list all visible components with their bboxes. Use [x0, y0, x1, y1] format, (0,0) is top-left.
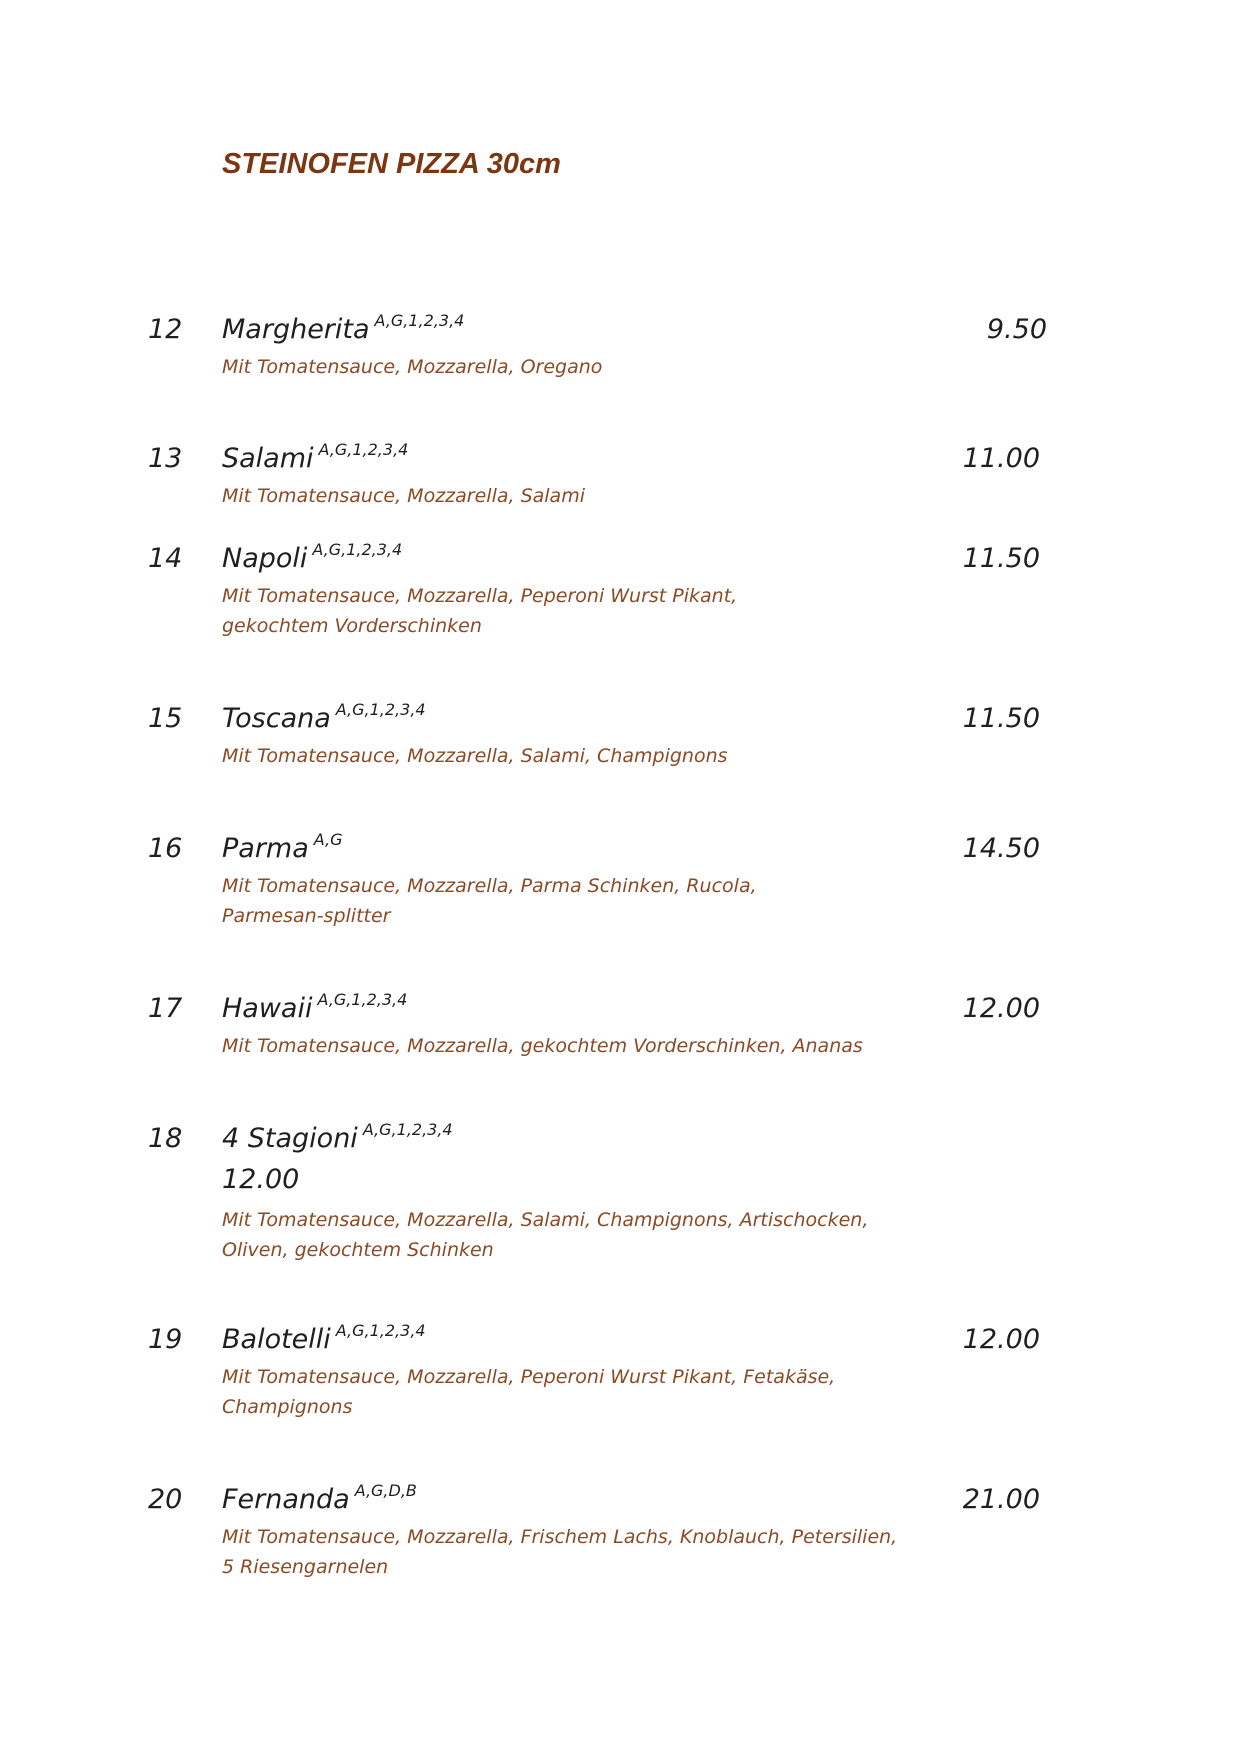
item-name: Toscana — [222, 703, 331, 734]
item-allergens: A,G,1,2,3,4 — [335, 700, 426, 719]
item-number: 19 — [148, 1324, 183, 1355]
description-line: Mit Tomatensauce, Mozzarella, Salami, Champignons, Artischocken, — [222, 1209, 869, 1231]
item-name-line — [222, 440, 409, 474]
item-price: 21.00 — [962, 1484, 1040, 1515]
item-name-line — [222, 311, 465, 345]
description-line: Mit Tomatensauce, Mozzarella, gekochtem Vorderschinken, Ananas — [222, 1035, 863, 1057]
description-line: Mit Tomatensauce, Mozzarella, Frischem Lachs, Knoblauch, Petersilien, — [222, 1526, 898, 1548]
description-line: Mit Tomatensauce, Mozzarella, Oregano — [222, 356, 603, 378]
item-price: 12.00 — [962, 993, 1040, 1024]
item-price: 12.00 — [962, 1324, 1040, 1355]
item-number: 18 — [148, 1123, 183, 1154]
item-description — [222, 1362, 835, 1422]
description-line: Champignons — [222, 1396, 353, 1418]
item-price: 12.00 — [222, 1164, 300, 1195]
item-allergens: A,G — [313, 830, 343, 849]
item-name-line — [222, 1481, 417, 1515]
description-line: Oliven, gekochtem Schinken — [222, 1239, 494, 1261]
item-allergens: A,G,1,2,3,4 — [362, 1120, 453, 1139]
item-allergens: A,G,1,2,3,4 — [312, 540, 403, 559]
item-name-line — [222, 830, 343, 864]
item-number: 20 — [148, 1484, 183, 1515]
item-description — [222, 581, 737, 641]
item-number: 16 — [148, 833, 183, 864]
item-name: Hawaii — [222, 993, 313, 1024]
item-name: Parma — [222, 833, 309, 864]
item-price: 14.50 — [962, 833, 1040, 864]
item-description — [222, 352, 602, 382]
description-line: Parmesan-splitter — [222, 905, 391, 927]
description-line: Mit Tomatensauce, Mozzarella, Salami, Champignons — [222, 745, 728, 767]
item-number: 12 — [148, 314, 183, 345]
item-description — [222, 871, 757, 931]
item-price: 9.50 — [986, 314, 1047, 345]
item-allergens: A,G,1,2,3,4 — [335, 1321, 426, 1340]
item-description — [222, 741, 728, 771]
description-line: gekochtem Vorderschinken — [222, 615, 482, 637]
item-name: Balotelli — [222, 1324, 331, 1355]
item-name-line — [222, 1321, 426, 1355]
item-allergens: A,G,1,2,3,4 — [317, 990, 408, 1009]
menu-title: STEINOFEN PIZZA 30cm — [222, 148, 561, 180]
description-line: Mit Tomatensauce, Mozzarella, Parma Schinken, Rucola, — [222, 875, 757, 897]
item-name-line — [222, 1120, 453, 1154]
item-description — [222, 1205, 868, 1265]
description-line: 5 Riesengarnelen — [222, 1556, 389, 1578]
item-name: Napoli — [222, 543, 308, 574]
item-description — [222, 1031, 863, 1061]
item-number: 17 — [148, 993, 183, 1024]
item-name-line — [222, 700, 426, 734]
item-price: 11.50 — [962, 543, 1040, 574]
item-description — [222, 481, 585, 511]
description-line: Mit Tomatensauce, Mozzarella, Peperoni Wurst Pikant, — [222, 585, 738, 607]
item-number: 15 — [148, 703, 183, 734]
item-name-line — [222, 540, 403, 574]
item-price: 11.00 — [962, 443, 1040, 474]
description-line: Mit Tomatensauce, Mozzarella, Salami — [222, 485, 585, 507]
item-name: 4 Stagioni — [222, 1123, 358, 1154]
item-name: Fernanda — [222, 1484, 350, 1515]
item-number: 14 — [148, 543, 183, 574]
item-name: Margherita — [222, 314, 370, 345]
item-allergens: A,G,D,B — [354, 1481, 417, 1500]
item-price: 11.50 — [962, 703, 1040, 734]
item-number: 13 — [148, 443, 183, 474]
item-description — [222, 1522, 897, 1582]
item-name-line — [222, 990, 408, 1024]
item-name: Salami — [222, 443, 314, 474]
item-allergens: A,G,1,2,3,4 — [374, 311, 465, 330]
description-line: Mit Tomatensauce, Mozzarella, Peperoni Wurst Pikant, Fetakäse, — [222, 1366, 836, 1388]
item-allergens: A,G,1,2,3,4 — [318, 440, 409, 459]
